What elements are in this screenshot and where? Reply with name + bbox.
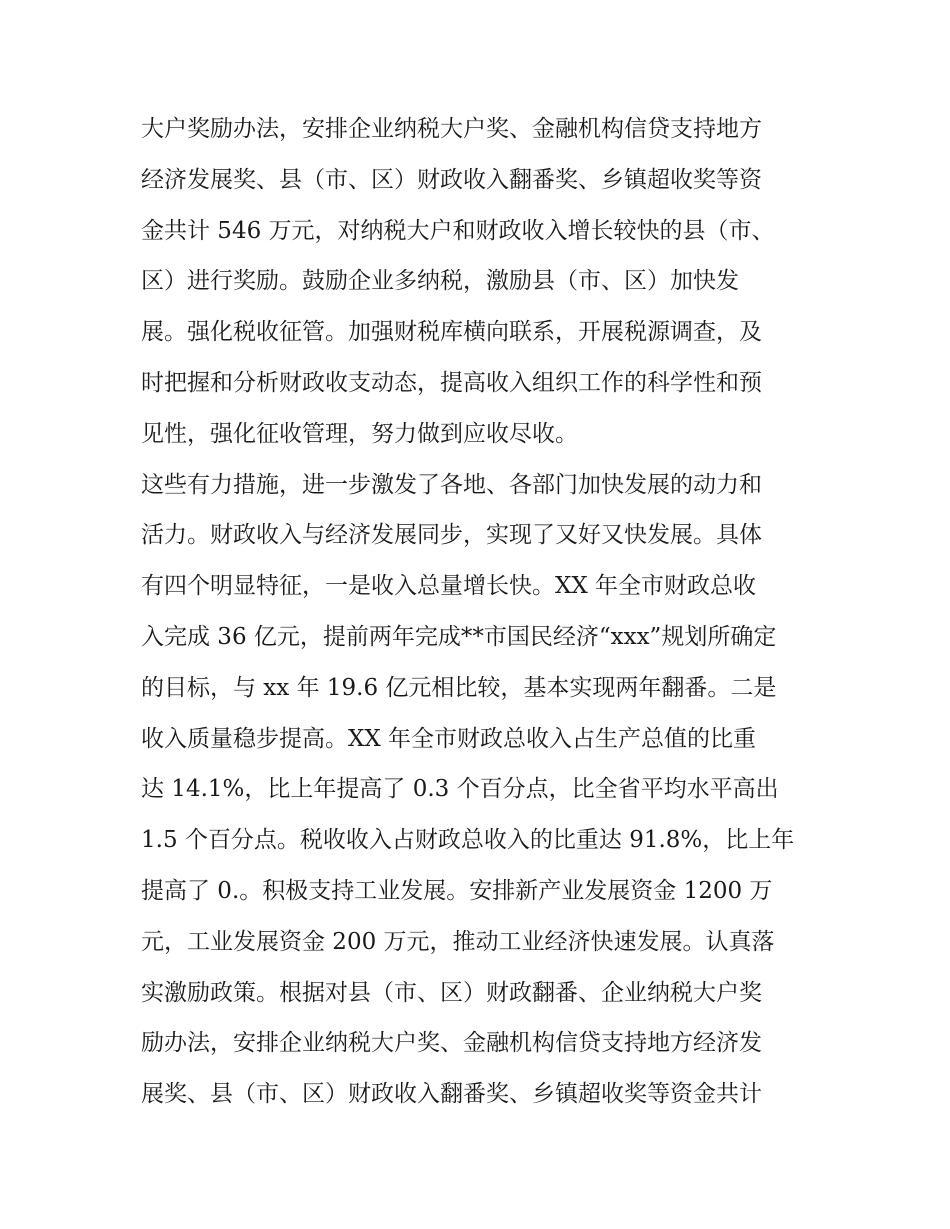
text-line: 收入质量稳步提高。XX 年全市财政总收入占生产总值的比重 [141,725,757,752]
text-line: 展。强化税收征管。加强财税库横向联系，开展税源调查，及 [141,319,762,346]
text-line: 大户奖励办法，安排企业纳税大户奖、金融机构信贷支持地方 [141,116,762,142]
text-line: 金共计 546 万元，对纳税大户和财政收入增长较快的县（市、 [141,217,775,244]
text-line: 入完成 36 亿元，提前两年完成**市国民经济“xxx”规划所确定 [141,623,777,650]
text-line: 达 14.1%，比上年提高了 0.3 个百分点，比全省平均水平高出 [141,776,779,803]
text-line: 这些有力措施，进一步激发了各地、各部门加快发展的动力和 [141,471,762,498]
text-line: 见性，强化征收管理，努力做到应收尽收。 [141,420,578,447]
text-line: 有四个明显特征，一是收入总量增长快。XX 年全市财政总收 [141,573,757,600]
text-line: 活力。财政收入与经济发展同步，实现了又好又快发展。具体 [141,522,762,549]
text-line: 元，工业发展资金 200 万元，推动工业经济快速发展。认真落 [141,928,775,955]
document-body [141,104,821,1120]
text-line: 区）进行奖励。鼓励企业多纳税，激励县（市、区）加快发 [141,268,739,295]
text-line: 的目标，与 xx 年 19.6 亿元相比较，基本实现两年翻番。二是 [141,674,777,701]
text-line: 实激励政策。根据对县（市、区）财政翻番、企业纳税大户奖 [141,979,762,1006]
text-line: 展奖、县（市、区）财政收入翻番奖、乡镇超收奖等资金共计 [141,1081,762,1108]
text-line: 1.5 个百分点。税收收入占财政总收入的比重达 91.8%，比上年 [141,827,795,854]
text-line: 经济发展奖、县（市、区）财政收入翻番奖、乡镇超收奖等资 [141,166,762,193]
text-line: 提高了 0.。积极支持工业发展。安排新产业发展资金 1200 万 [141,877,773,904]
text-line: 励办法，安排企业纳税大户奖、金融机构信贷支持地方经济发 [141,1030,762,1057]
text-line: 时把握和分析财政收支动态，提高收入组织工作的科学性和预 [141,369,762,396]
